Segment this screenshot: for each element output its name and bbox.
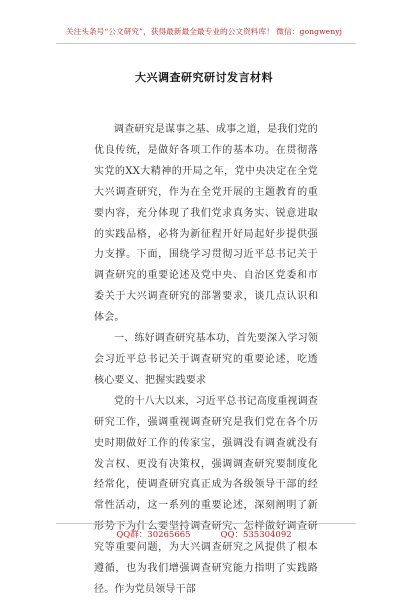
paragraph-intro: 调查研究是谋事之基、成事之道，是我们党的优良传统，是做好各项工作的基本功。在贯彻落实党的XX大精神的开局之年，党中央决定在全党大兴调查研究，作为在全党开展的主题教育的重要内容，充分体现了我们党求真务实、锐意进取的实践品格，必将为新征程开好局起好步提供强力支撑。下面，围绕学习贯彻习近平总书记关于调查研究的重要论述及党中央、自治区党委和市委关于大兴调查研究的部署要求，谈几点认识和体会。 (94, 124, 318, 324)
qq-contact-label: QQ：535304092 (220, 530, 292, 540)
paragraph-section-heading: 一、练好调查研究基本功，首先要深入学习领会习近平总书记关于调查研究的重要论述，吃透核心要义、把握实践要求 (94, 333, 318, 386)
header-divider (56, 43, 356, 44)
footer-divider (56, 523, 356, 524)
header-banner: 关注头条号“公文研究”，获得最新最全最专业的公文资料库！ 微信：gongwenyj (65, 27, 343, 36)
qq-group-label: QQ群：30265665 (116, 530, 191, 540)
paragraph-body: 党的十八大以来，习近平总书记高度重视调查研究工作，强调重视调查研究是我们党在各个历史时期做好工作的传家宝，强调没有调查就没有发言权、更没有决策权，强调调查研究要制度化经常化，使调查研究真正成为各级领导干部的经常性活动，这一系列的重要论述，深刻阐明了新形势下为什么要坚持调查研究、怎样做好调查研究等重要问题，为大兴调查研究之风提供了根本遵循，也为我们增强调查研究能力指明了实践路径。作为党员领导干部 (94, 395, 318, 595)
document-title: 大兴调查研究研讨发言材料 (135, 71, 273, 84)
footer-contact (0, 528, 408, 540)
